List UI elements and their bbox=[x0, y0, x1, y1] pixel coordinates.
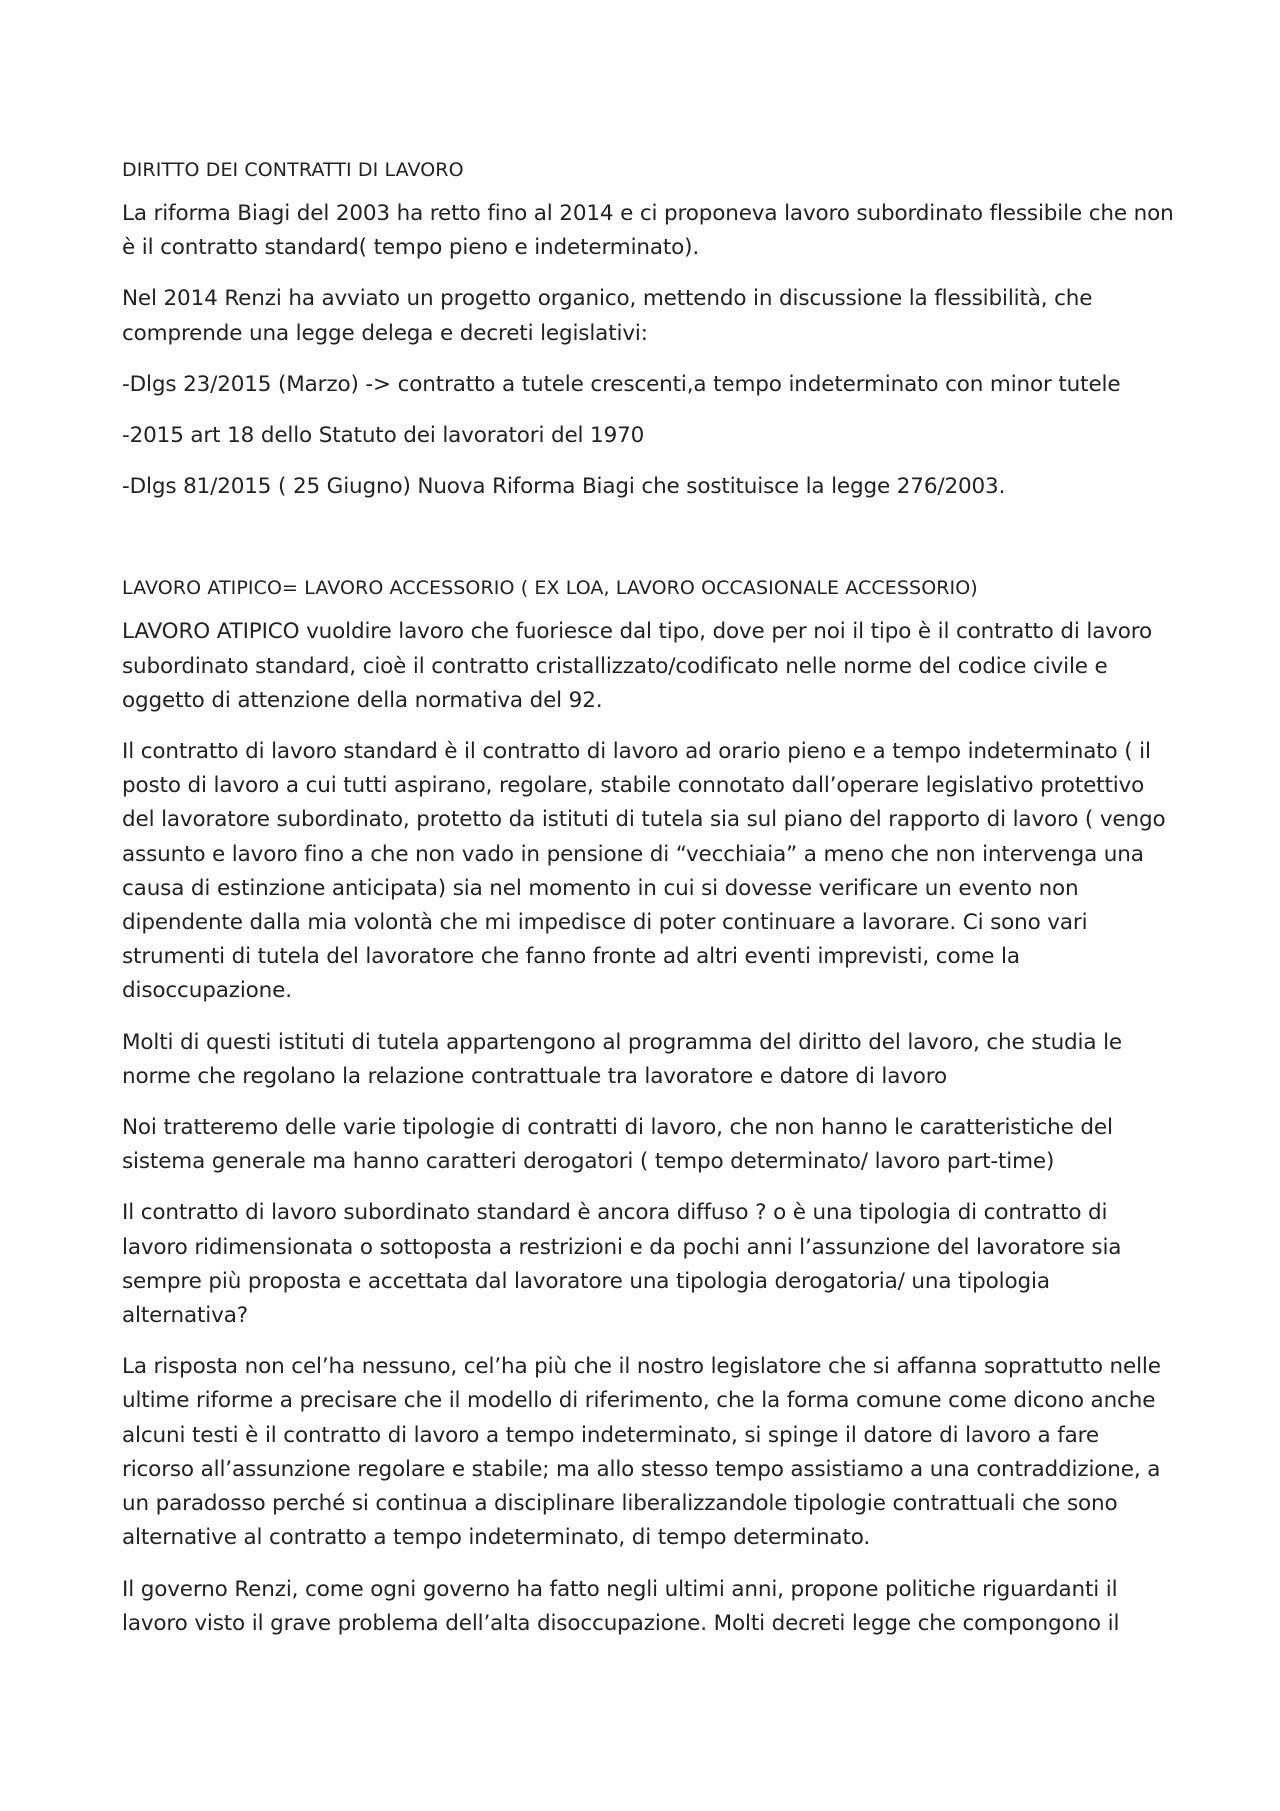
document-title: DIRITTO DEI CONTRATTI DI LAVORO bbox=[122, 159, 464, 181]
blank-line bbox=[122, 521, 1170, 571]
text-line: Noi tratteremo delle varie tipologie di contratti di lavoro, che non hanno le caratteristiche del bbox=[122, 1115, 1113, 1141]
text-line: La riforma Biagi del 2003 ha retto fino al 2014 e ci proponeva lavoro subordinato flessibile che non bbox=[122, 201, 1174, 226]
text-line: ricorso all’assunzione regolare e stabile; ma allo stesso tempo assistiamo a una contraddizione, a bbox=[122, 1456, 1161, 1482]
list-item-art-18 bbox=[122, 419, 1170, 453]
paragraph-tipologie-contratti bbox=[122, 1111, 1170, 1179]
text-line: Il contratto di lavoro subordinato standard è ancora diffuso ? o è una tipologia di contratto di bbox=[122, 1200, 1108, 1226]
text-line: dipendente dalla mia volontà che mi impedisce di poter continuare a lavorare. Ci sono vari bbox=[122, 910, 1088, 936]
text-line: Molti di questi istituti di tutela appartengono al programma del diritto del lavoro, che studia le bbox=[122, 1029, 1122, 1055]
text-line: causa di estinzione anticipata) sia nel momento in cui si dovesse verificare un evento non bbox=[122, 875, 1079, 901]
text-line: LAVORO ATIPICO vuoldire lavoro che fuoriesce dal tipo, dove per noi il tipo è il contratto di lavoro bbox=[122, 619, 1153, 645]
list-item-dlgs-81-2015 bbox=[122, 470, 1170, 504]
text-line: è il contratto standard( tempo pieno e indeterminato). bbox=[122, 235, 700, 261]
text-line: norme che regolano la relazione contrattuale tra lavoratore e datore di lavoro bbox=[122, 1063, 948, 1089]
text-line: lavoro visto il grave problema dell’alta disoccupazione. Molti decreti legge che compongono il bbox=[122, 1610, 1120, 1636]
list-item-dlgs-23-2015 bbox=[122, 368, 1170, 402]
text-line: disoccupazione. bbox=[122, 978, 292, 1004]
paragraph-contratto-diffuso bbox=[122, 1196, 1170, 1333]
paragraph-riforma-biagi bbox=[122, 197, 1174, 265]
text-line: del lavoratore subordinato, protetto da istituti di tutela sia sul piano del rapporto di lavoro ( vengo bbox=[122, 807, 1166, 833]
text-line: Nel 2014 Renzi ha avviato un progetto organico, mettendo in discussione la flessibilità, che bbox=[122, 286, 1093, 312]
paragraph-lavoro-atipico bbox=[122, 615, 1170, 718]
text-line: assunto e lavoro fino a che non vado in pensione di “vecchiaia” a meno che non intervenga una bbox=[122, 841, 1144, 867]
text-line: ultime riforme a precisare che il modello di riferimento, che la forma comune come dicono anche bbox=[122, 1388, 1156, 1414]
text-line: Il contratto di lavoro standard è il contratto di lavoro ad orario pieno e a tempo indeterminato ( il bbox=[122, 739, 1151, 765]
text-line: alternative al contratto a tempo indeterminato, di tempo determinato. bbox=[122, 1525, 871, 1551]
text-line: un paradosso perché si continua a disciplinare liberalizzandole tipologie contrattuali che sono bbox=[122, 1491, 1118, 1517]
text-line: subordinato standard, cioè il contratto cristallizzato/codificato nelle norme del codice civile e bbox=[122, 653, 1108, 679]
paragraph-istituti-tutela bbox=[122, 1026, 1170, 1094]
text-line: -2015 art 18 dello Statuto dei lavoratori del 1970 bbox=[122, 423, 645, 449]
section-heading-lavoro-atipico: LAVORO ATIPICO= LAVORO ACCESSORIO ( EX LOA, LAVORO OCCASIONALE ACCESSORIO) bbox=[122, 577, 978, 600]
text-line: La risposta non cel’ha nessuno, cel’ha più che il nostro legislatore che si affanna soprattutto nelle bbox=[122, 1354, 1161, 1380]
text-line: strumenti di tutela del lavoratore che fanno fronte ad altri eventi imprevisti, come la bbox=[122, 944, 1020, 970]
paragraph-contratto-standard bbox=[122, 735, 1170, 1009]
text-line: oggetto di attenzione della normativa del 92. bbox=[122, 687, 603, 713]
text-line: alternativa? bbox=[122, 1303, 248, 1329]
paragraph-governo-renzi bbox=[122, 1573, 1170, 1641]
text-line: sistema generale ma hanno caratteri derogatori ( tempo determinato/ lavoro part-time) bbox=[122, 1149, 1055, 1175]
document-content bbox=[122, 153, 1174, 1658]
text-line: comprende una legge delega e decreti legislativi: bbox=[122, 320, 648, 346]
text-line: -Dlgs 23/2015 (Marzo) -> contratto a tutele crescenti,a tempo indeterminato con minor tutele bbox=[122, 371, 1121, 397]
text-line: -Dlgs 81/2015 ( 25 Giugno) Nuova Riforma Biagi che sostituisce la legge 276/2003. bbox=[122, 474, 1006, 500]
text-line: alcuni testi è il contratto di lavoro a tempo indeterminato, si spinge il datore di lavoro a fare bbox=[122, 1422, 1099, 1448]
text-line: sempre più proposta e accettata dal lavoratore una tipologia derogatoria/ una tipologia bbox=[122, 1268, 1050, 1294]
paragraph-risposta-legislatore bbox=[122, 1350, 1170, 1555]
text-line: Il governo Renzi, come ogni governo ha fatto negli ultimi anni, propone politiche riguardanti il bbox=[122, 1576, 1118, 1602]
paragraph-renzi-progetto bbox=[122, 282, 1170, 350]
text-line: posto di lavoro a cui tutti aspirano, regolare, stabile connotato dall’operare legislativo protettivo bbox=[122, 773, 1145, 799]
text-line: lavoro ridimensionata o sottoposta a restrizioni e da pochi anni l’assunzione del lavoratore sia bbox=[122, 1234, 1122, 1260]
